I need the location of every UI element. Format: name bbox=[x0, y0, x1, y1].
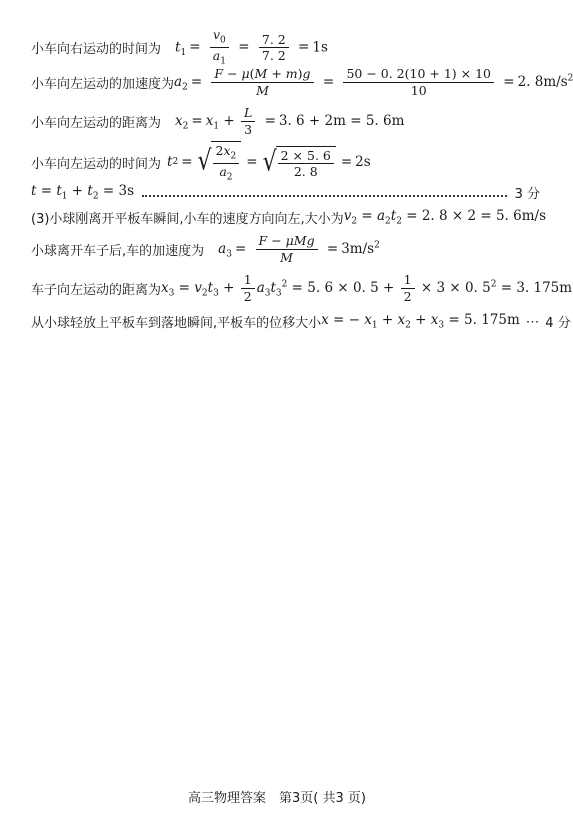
formula-a3: $a_3$ = $\frac{\text{F − μMg}}{M}$ = $3m/s^2$ bbox=[218, 233, 380, 265]
line-label: 小球离开车子后,车的加速度为 bbox=[31, 243, 205, 259]
score-mark: 4 分 bbox=[545, 316, 571, 331]
formula-x: x = − $x_1 + x_2 + x_3 = 5$. 175m bbox=[321, 312, 520, 331]
dotted-leader bbox=[142, 195, 507, 197]
formula-t1: $t_1$ = $\frac{v_0}{a_1}$ = $\frac{7. 2}{7. 2}$ = 1s bbox=[175, 27, 328, 67]
line-label: (3)小球刚离开平板车瞬间,小车的速度方向向左,大小为 bbox=[31, 212, 344, 227]
answer-line-5 bbox=[31, 183, 540, 202]
answer-line-9: 从小球轻放上平板车到落地瞬间,平板车的位移大小 x = − $x_1 + x_2 + x_3 = 5$. 175m ⋯ 4 分 bbox=[31, 312, 571, 331]
line-label: 小车向右运动的时间为 bbox=[31, 42, 162, 58]
formula-x3: $x_3 = v_2t_3$ + $\frac{1}{2}$ $a_3t_3^2 = 5$. 6 × 0. 5 + $\frac{1}{2}$ × 3 × 0. $5^2 = 3$. 175m bbox=[161, 272, 573, 304]
formula-x2: $x_2 = x_1$ + $\frac{L}{3}$ = 3. 6 + 2m = 5. 6m bbox=[175, 105, 405, 137]
answer-line-6 bbox=[31, 208, 547, 227]
answer-line-4 bbox=[31, 141, 540, 184]
line-label: 小车向左运动的加速度为 bbox=[31, 76, 175, 92]
line-label: 从小球轻放上平板车到落地瞬间,平板车的位移大小 bbox=[31, 316, 322, 331]
answer-line-8 bbox=[31, 272, 573, 304]
page-footer: 高三物理答案 第3页( 共3 页) bbox=[188, 791, 366, 806]
formula-v2: $v_2 = a_2t_2 = 2$. 8 × 2 = 5. 6m/s bbox=[343, 208, 547, 227]
answer-line-3 bbox=[31, 106, 540, 137]
answer-line-7 bbox=[31, 234, 540, 265]
line-label: 小车向左运动的距离为 bbox=[31, 115, 162, 131]
answer-line-2 bbox=[31, 66, 573, 98]
score-mark: 3 分 bbox=[514, 187, 540, 202]
formula-t2: t 2 = √ $\frac{2x_2}{a_2}$ = √ $\frac{2 \times 5. 6}{2. 8}$ = 2s bbox=[167, 143, 371, 183]
line-label: 车子向左运动的距离为 bbox=[31, 282, 162, 298]
answer-line-1 bbox=[31, 28, 540, 68]
formula-t: $t = t_1 + t_2 = 3s$ bbox=[31, 183, 135, 202]
formula-a2: $a_2$ = $\frac{F - \mu(M + m)g}{M}$ = $\frac{50 - 0. 2(10 + 1) \times 10}{10}$ = 2. $8m/s^2$ bbox=[174, 66, 573, 98]
line-label: 小车向左运动的时间为 bbox=[31, 156, 162, 172]
